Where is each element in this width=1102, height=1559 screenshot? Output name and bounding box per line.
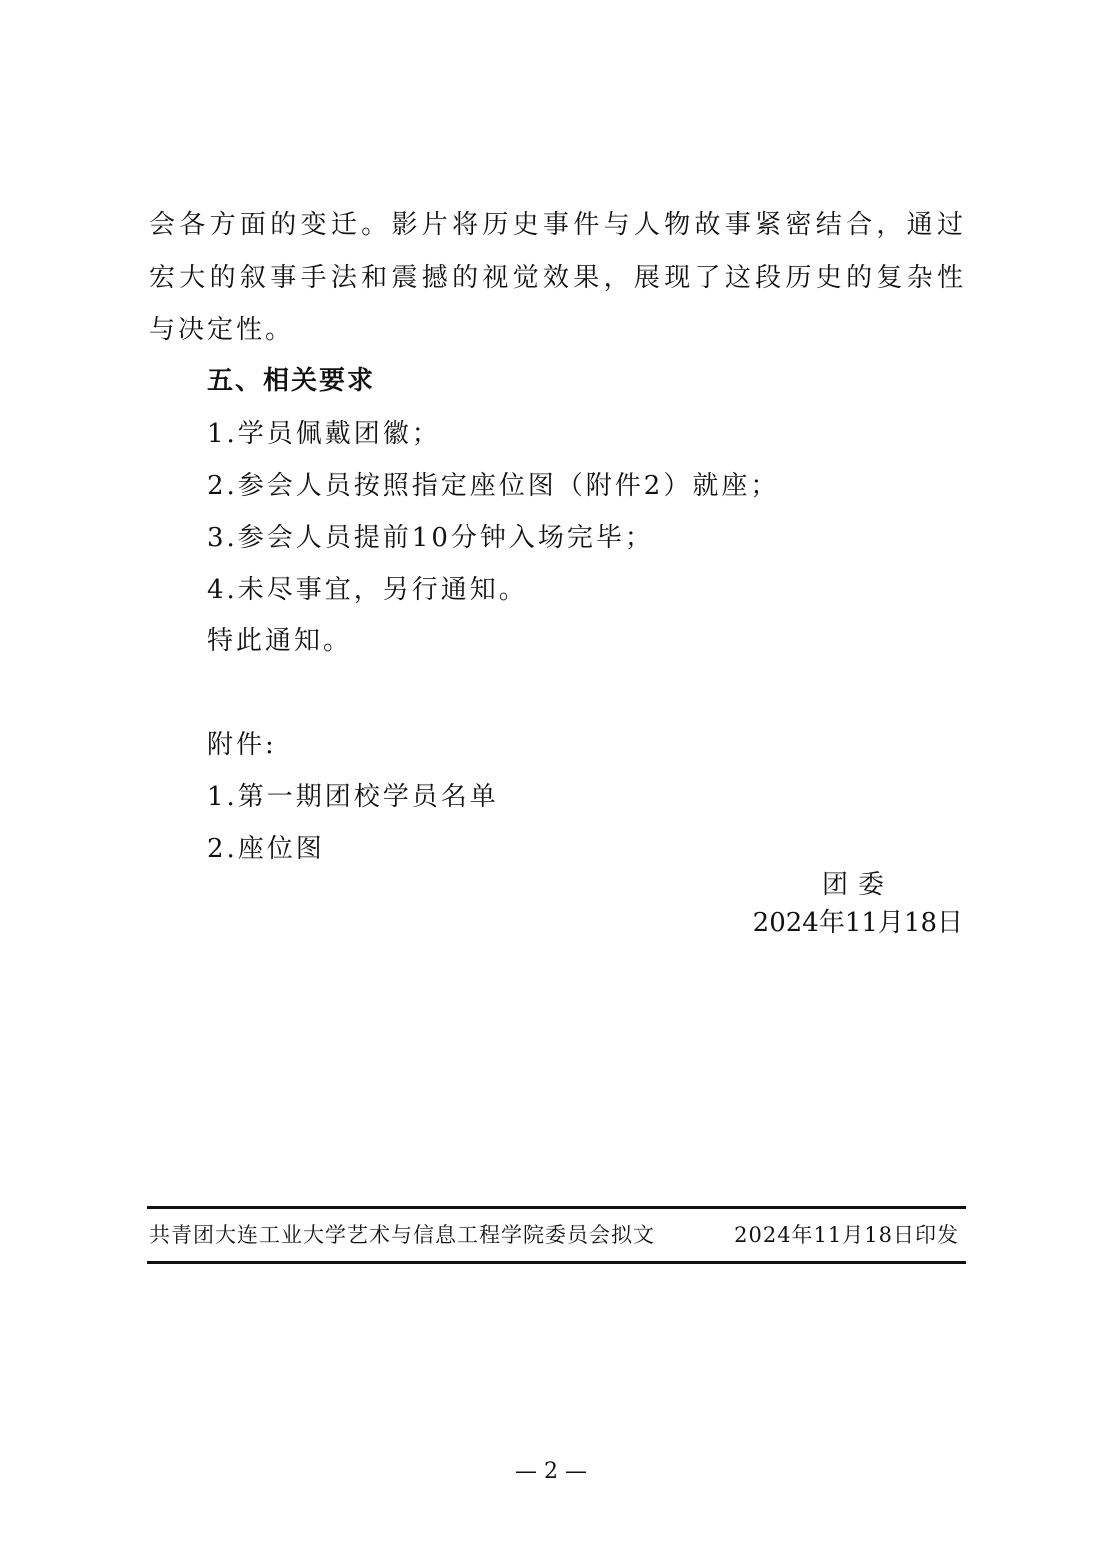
- paragraph-line-1: 会各方面的变迁。影片将历史事件与人物故事紧密结合，通过: [149, 210, 963, 240]
- requirement-3: 3.参会人员提前10分钟入场完毕；: [207, 523, 654, 553]
- requirement-2: 2.参会人员按照指定座位图（附件2）就座；: [207, 471, 780, 501]
- section-heading: 五、相关要求: [207, 366, 376, 396]
- footer-bottom-rule: [147, 1261, 966, 1264]
- footer-issue-date: 2024年11月18日印发: [734, 1223, 959, 1247]
- requirement-4: 4.未尽事宜，另行通知。: [207, 575, 528, 605]
- paragraph-line-3: 与决定性。: [149, 315, 295, 345]
- paragraph-line-2: 宏大的叙事手法和震撼的视觉效果，展现了这段历史的复杂性: [149, 263, 963, 293]
- signer-name: 团委: [822, 870, 895, 900]
- requirement-1: 1.学员佩戴团徽；: [207, 419, 441, 449]
- footer-issuer: 共青团大连工业大学艺术与信息工程学院委员会拟文: [149, 1223, 655, 1247]
- page-number: — 2 —: [515, 1459, 587, 1484]
- signature-date: 2024年11月18日: [752, 908, 963, 938]
- attachment-2: 2.座位图: [207, 834, 325, 864]
- attachment-1: 1.第一期团校学员名单: [207, 782, 499, 812]
- closing-text: 特此通知。: [207, 626, 353, 656]
- attachments-label: 附件:: [207, 730, 277, 760]
- footer-top-rule: [147, 1206, 966, 1209]
